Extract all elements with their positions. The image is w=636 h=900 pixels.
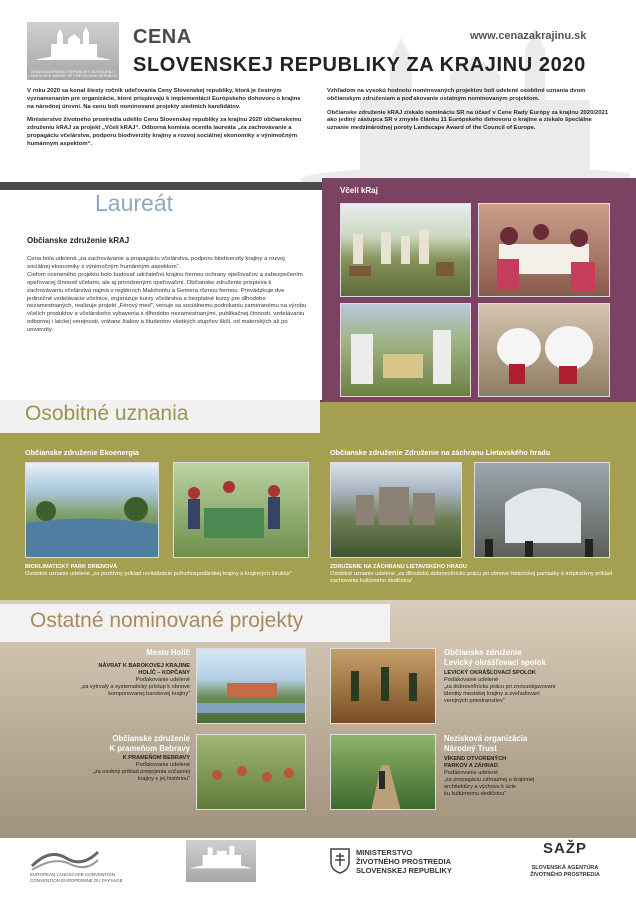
- nominee-text: identity mestskej krajiny a zveľaďovaní: [444, 691, 540, 697]
- caption-text: Osobitné uznanie udelené „za dlhodobú dobrovoľnícku prácu pri obnove historickej pamiatky a inšpiratívny príklad zachovania kultúrneho dedičstva“: [330, 571, 613, 584]
- nominee-name: Nezisková organizácia: [444, 734, 528, 743]
- nominee-text: „za dobrovoľnícku prácu pri znovuobjavovaní: [444, 684, 556, 690]
- nominee-name: Občianske združenie: [444, 648, 522, 657]
- laureat-paragraph: Ciefom oceneného projektu bolo budovať udržateľnú krajinu formou ochrany opeľovačov a zabezpečením opeľovacej činnosti včelami, ale aj prirodzenými opeľovačmi. Občianske združenie prispieva k zachovávaniu včelárstva najmä v regiónoch Malohontu a Gemera rôznou formou. Prevádzkuje dve jedinečné vzdelávacie včelnice, organizuje kurzy včelárstva a bezplatné kurzy pre dlhodobo nezamestnaných, realizuje projekt „Férový med“, venuje sa sociálnemu podnikaniu zameranému na výrobu včelích produktov a včelárskeho vybavenia s dlhodobo nezamestnanými, publikačnej činnosti, vzdelávaniu odbornej i laickej verejnosti, vrátane žiakov a študentov všetkých stupňov škôl, od materských až po univerzity.: [27, 271, 307, 334]
- intro-right-column: [327, 88, 612, 139]
- photo-holic-chateau: [196, 648, 306, 724]
- nominee-holic: [60, 648, 190, 698]
- sazp-line: ŽIVOTNÉHO PROSTREDIA: [530, 872, 600, 878]
- nominee-text: ku kultúrnemu dedičstvu“: [444, 791, 507, 797]
- nominee-bebrava: [60, 734, 190, 783]
- nominee-project: NÁVRAT K BAROKOVEJ KRAJINE: [98, 662, 190, 669]
- photo-castle-event: [474, 462, 610, 558]
- website-link[interactable]: www.cenazakrajinu.sk: [470, 30, 587, 42]
- laureat-description: [27, 256, 308, 335]
- award-logo: [27, 22, 119, 80]
- footer: [0, 838, 636, 900]
- nominee-text: komponovanej barokovej krajiny“: [108, 690, 190, 697]
- castle-icon: [33, 26, 113, 62]
- sazp-logo: SAŽP: [542, 840, 587, 857]
- ministry-name: [356, 848, 452, 875]
- nominee-project: HOLÍČ – KOPČANY: [138, 669, 190, 676]
- photo-trust-garden: [330, 734, 436, 810]
- nominee-text: „za osobný príklad prepojenia súčasnej: [92, 769, 190, 775]
- nominee-text: Poďakovanie udelené: [135, 762, 190, 768]
- nominee-text: „za vytrvalý a systematický prístup k obnove: [80, 683, 190, 690]
- nominee-project: LEVICKÝ OKRÁŠĽOVACÍ SPOLOK: [444, 670, 536, 676]
- sazp-line: SLOVENSKÁ AGENTÚRA: [531, 865, 599, 871]
- laureat-organization: Občianske združenie kRAJ: [27, 236, 130, 245]
- intro-left-column: [27, 88, 307, 155]
- intro-paragraph: V roku 2020 sa konal šiesty ročník udeľovania Ceny Slovenskej republiky, ktorá je čestným vyznamenaním pre organizácie, ktoré prispievajú k implementácii Európskeho dohovoru o krajine na národnej úrovni. Na cenu boli nominované projekty siedmich kandidátov.: [27, 88, 301, 110]
- logo-caption: CENA SLOVENSKEJ REPUBLIKY ZA KRAJINU / LANDSCAPE AWARD OF THE SLOVAK REPUBLIC: [28, 70, 118, 78]
- photo-volunteers: [173, 462, 309, 558]
- nominee-name: Občianske združenie: [112, 734, 190, 743]
- landscape-convention-logo: [30, 844, 100, 870]
- photo-bebrava-group: [196, 734, 306, 810]
- nominee-text: Poďakovanie udelené: [444, 770, 499, 776]
- slovak-coat-of-arms-icon: [330, 848, 350, 874]
- ostatne-heading: Ostatné nominované projekty: [30, 609, 304, 632]
- lietava-label: Občianske združenie Združenie na záchranu Lietavského hradu: [330, 448, 551, 457]
- photo-levice-volunteers: [330, 648, 436, 724]
- castle-icon: [186, 840, 256, 870]
- photo-park-pond: [25, 462, 159, 558]
- ministry-line: SLOVENSKEJ REPUBLIKY: [356, 866, 452, 875]
- nominee-name: Levický okrášľovací spolok: [444, 657, 546, 667]
- nominee-levice: [444, 648, 614, 705]
- sazp-name: [512, 865, 618, 879]
- nominee-text: Poďakovanie udelené: [444, 677, 499, 683]
- nominee-trust: [444, 734, 614, 798]
- nominee-name: K prameňom Bebravy: [109, 743, 190, 753]
- photo-hive-inspection: [340, 303, 471, 397]
- photo-folk-dancers: [478, 303, 610, 397]
- nominee-project: K PRAMEŇOM BEBRAVY: [122, 755, 190, 761]
- title-line-2: SLOVENSKEJ REPUBLIKY ZA KRAJINU 2020: [133, 54, 586, 76]
- elc-caption: EUROPEAN LANDSCAPE CONVENTION: [30, 872, 116, 877]
- photo-beekeepers: [340, 203, 471, 297]
- nominee-text: Poďakovanie udelené: [135, 676, 190, 683]
- project-label: Včelí kRaj: [340, 186, 378, 195]
- intro-paragraph: Občianske združenie kRAJ získalo nomináciu SR na účasť v Cene Rady Európy za krajinu 2020/2021 ako jediný zástupca SR v zmysle článku 11 Európskeho dohovoru o krajine a získalo špeciálne uznanie medzinárodnej poroty Landscape Award of the Council of Europe.: [327, 109, 609, 132]
- elc-caption: CONVENTION EUROPÉENNE DU PAYSAGE: [30, 878, 123, 883]
- ekoenergia-label: Občianske združenie Ekoenergia: [25, 448, 139, 457]
- osobitne-heading: Osobitné uznania: [25, 402, 189, 425]
- caption-title: ZDRUŽENIE NA ZÁCHRANU LIETAVSKÉHO HRADU: [330, 564, 467, 570]
- nominee-text: verejných priestranstiev“: [444, 698, 505, 704]
- nominee-name: Mesto Holíč: [146, 648, 190, 657]
- nominee-text: „za propagáciu záhradnej a krajinnej: [444, 777, 535, 783]
- photo-castle-ruins: [330, 462, 462, 558]
- ministry-line: MINISTERSTVO: [356, 848, 413, 857]
- nominee-project: VÍKEND OTVORENÝCH: [444, 756, 507, 762]
- intro-paragraph: Ministerstvo životného prostredia udelilo Cenu Slovenskej republiky za krajinu 2020 občianskemu združeniu kRAJ za projekt „Včelí kRAJ“. Odborná komisia ocenila laureáta „za zachovávanie a propagáciu včelárstva, podporu biodiverzity krajiny a rozvoj sociálnej ekonomiky s výnimočným humánnym aspektom“.: [27, 117, 302, 147]
- laureat-paragraph: Cena bola udelená „za zachovávanie a propagáciu včelárstva, podporu biodiverzity krajiny a rozvoj sociálnej ekonomiky s výnimočným humánnym aspektom“.: [27, 256, 285, 270]
- laureat-heading: Laureát: [95, 190, 174, 216]
- lietava-caption: [330, 564, 615, 585]
- nominee-project: PARKOV A ZÁHRAD: [444, 763, 498, 769]
- nominee-text: krajiny s jej históriou“: [137, 776, 190, 782]
- caption-title: BIOKLIMATICKÝ PARK DRIENOVÁ: [25, 564, 118, 570]
- nominee-name: Národný Trust: [444, 743, 497, 753]
- title-line-1: CENA: [133, 26, 192, 48]
- nominee-text: architektúry a výchovu k úcte: [444, 784, 517, 790]
- caption-text: Osobitné uznanie udelené „za pozitívny príklad revitalizácie poľnohospodárskej krajiny a krajinných štruktúr“: [25, 571, 293, 577]
- intro-paragraph: Vzhľadom na vysokú hodnotu nominovaných projektov boli udelené osobitné uznania dvom občianskym združeniam a poďakovanie ostatným nominovaným projektom.: [327, 88, 586, 102]
- award-logo-footer: [186, 840, 256, 882]
- ekoenergia-caption: [25, 564, 310, 578]
- ministry-line: ŽIVOTNÉHO PROSTREDIA: [356, 857, 452, 866]
- photo-workshop: [478, 203, 610, 297]
